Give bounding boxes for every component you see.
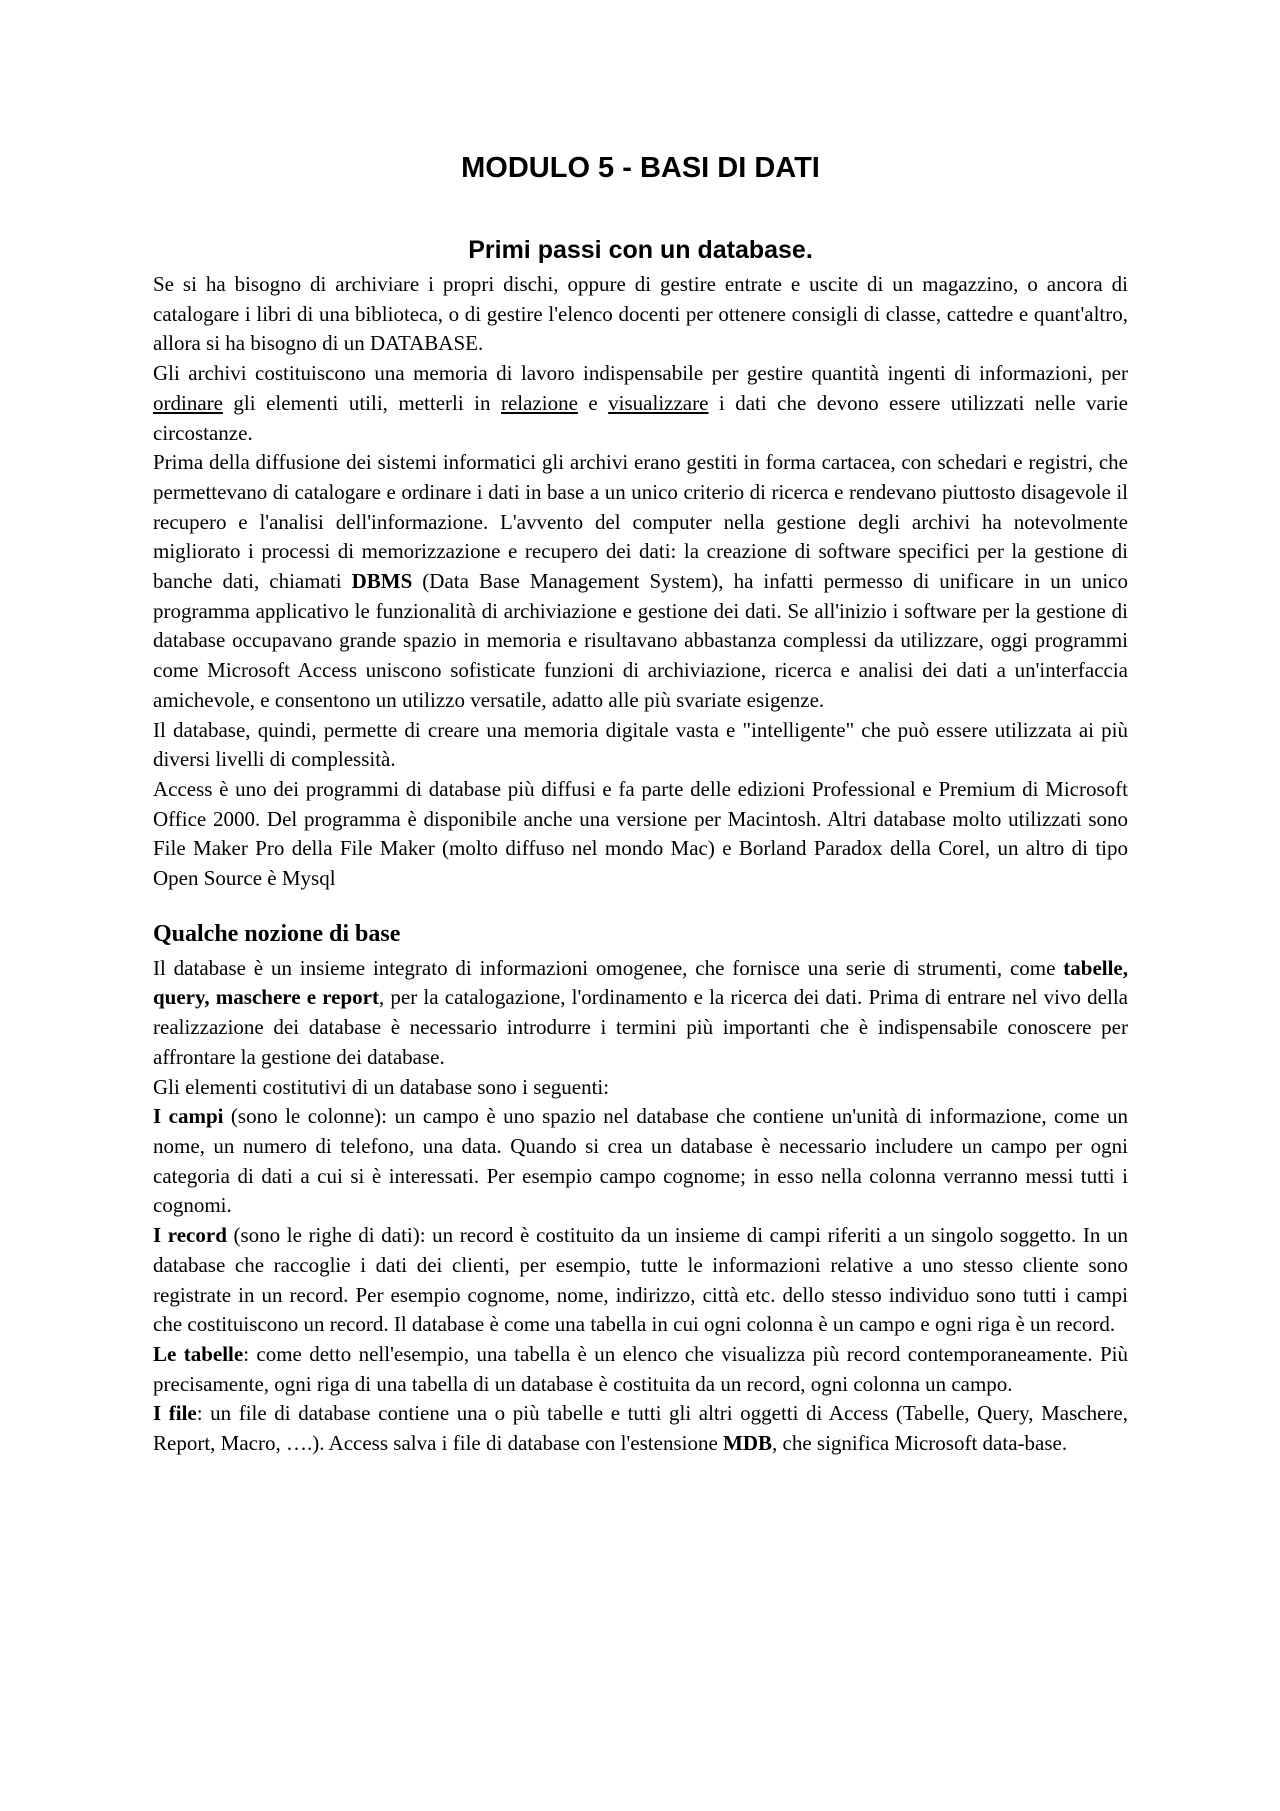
intro-paragraph-3 xyxy=(153,448,1128,715)
intro-paragraph-5: Access è uno dei programmi di database più diffusi e fa parte delle edizioni Professional e Premium di Microsoft Office 2000. Del programma è disponibile anche una versione per Macintosh. Altri database molto utilizzati sono File Maker Pro della File Maker (molto diffuso nel mondo Mac) e Borland Paradox della Corel, un altro di tipo Open Source è Mysql xyxy=(153,776,1128,891)
section-heading: Qualche nozione di base xyxy=(153,920,401,947)
definition-record xyxy=(153,1221,1128,1340)
document-page xyxy=(153,150,1128,1459)
definition-text: : un file di database contiene una o più tabelle e tutti gli altri oggetti di Access (Tabelle, Query, Maschere, Report, Macro, ….). Access salva i file di database con l'estensione xyxy=(153,1401,1128,1456)
definition-term: Le tabelle xyxy=(153,1341,244,1366)
text-run: , per la catalogazione, l'ordinamento e la ricerca dei dati. Prima di entrare nel vivo della realizzazione dei database è necessario introdurre i termini più importanti che è indispensabile conoscere per affrontare la gestione dei database. xyxy=(153,985,1128,1069)
underlined-term-ordinare: ordinare xyxy=(153,390,223,415)
underlined-term-relazione: relazione xyxy=(500,390,578,415)
definition-text: (sono le colonne): un campo è uno spazio nel database che contiene un'unità di informazione, come un nome, un numero di telefono, una data. Quando si crea un database è necessario includere un campo per ogni categoria di dati a cui si è interessati. Per esempio campo cognome; in esso nella colonna verranno messi tutti i cognomi. xyxy=(153,1104,1128,1218)
page-title: MODULO 5 - BASI DI DATI xyxy=(461,152,820,184)
text-run: i dati che devono essere utilizzati nelle varie circostanze. xyxy=(153,390,1128,445)
text-run: Prima della diffusione dei sistemi informatici gli archivi erano gestiti in forma cartacea, con schedari e registri, che permettevano di catalogare e ordinare i dati in base a un unico criterio di ricerca e rendevano piuttosto disagevole il recupero e l'analisi dell'informazione. L'avvento del computer nella gestione degli archivi ha notevolmente migliorato i processi di memorizzazione e recupero dei dati: la creazione di software specifici per la gestione di banche dati, chiamati xyxy=(153,450,1128,594)
intro-paragraph-1: Se si ha bisogno di archiviare i propri dischi, oppure di gestire entrate e uscite di un magazzino, o ancora di catalogare i libri di una biblioteca, o di gestire l'elenco docenti per ottenere consigli di classe, cattedre e quant'altro, allora si ha bisogno di un DATABASE. xyxy=(153,272,1128,356)
definition-tabelle xyxy=(153,1340,1128,1399)
definition-campi xyxy=(153,1102,1128,1221)
text-run: (Data Base Management System), ha infatti permesso di unificare in un unico programma applicativo le funzionalità di archiviazione e gestione dei dati. Se all'inizio i software per la gestione di database occupavano grande spazio in memoria e risultavano abbastanza complessi da utilizzare, oggi programmi come Microsoft Access uniscono sofisticate funzioni di archiviazione, ricerca e analisi dei dati a un'interfaccia amichevole, e consentono un utilizzo versatile, adatto alle più svariate esigenze. xyxy=(153,569,1128,712)
intro-paragraph-4: Il database, quindi, permette di creare una memoria digitale vasta e "intelligente" che può essere utilizzata ai più diversi livelli di complessità. xyxy=(153,717,1128,772)
definition-text: : come detto nell'esempio, una tabella è un elenco che visualizza più record contemporaneamente. Più precisamente, ogni riga di una tabella di un database è costituita da un record, ogni colonna un campo. xyxy=(153,1341,1128,1396)
definition-term: I campi xyxy=(153,1104,224,1129)
definition-term: I file xyxy=(153,1401,197,1426)
text-run: Il database è un insieme integrato di informazioni omogenee, che fornisce una serie di strumenti, come xyxy=(153,955,1064,980)
intro-paragraph-2 xyxy=(153,359,1128,448)
text-run: Gli archivi costituiscono una memoria di lavoro indispensabile per gestire quantità ingenti di informazioni, per xyxy=(153,361,1128,386)
page-subtitle: Primi passi con un database. xyxy=(468,236,813,264)
section-paragraph-2: Gli elementi costitutivi di un database sono i seguenti: xyxy=(153,1074,610,1099)
bold-term-objects: tabelle, query, maschere e report xyxy=(153,955,1128,1010)
definition-text: , che significa Microsoft data-base. xyxy=(772,1431,1068,1456)
text-run: gli elementi utili, metterli in xyxy=(222,390,501,415)
bold-term-dbms: DBMS xyxy=(351,569,413,594)
definition-file xyxy=(153,1399,1128,1458)
section-paragraph-1 xyxy=(153,954,1128,1073)
definition-text: (sono le righe di dati): un record è costituito da un insieme di campi riferiti a un singolo soggetto. In un database che raccoglie i dati dei clienti, per esempio, tutte le informazioni relative a uno stesso cliente sono registrate in un record. Per esempio cognome, nome, indirizzo, città etc. dello stesso individuo sono tutti i campi che costituiscono un record. Il database è come una tabella in cui ogni colonna è un campo e ogni riga è un record. xyxy=(153,1223,1128,1337)
definition-term: I record xyxy=(153,1223,227,1248)
bold-term-mdb: MDB xyxy=(723,1431,773,1456)
text-run: e xyxy=(577,390,609,415)
underlined-term-visualizzare: visualizzare xyxy=(608,390,709,415)
